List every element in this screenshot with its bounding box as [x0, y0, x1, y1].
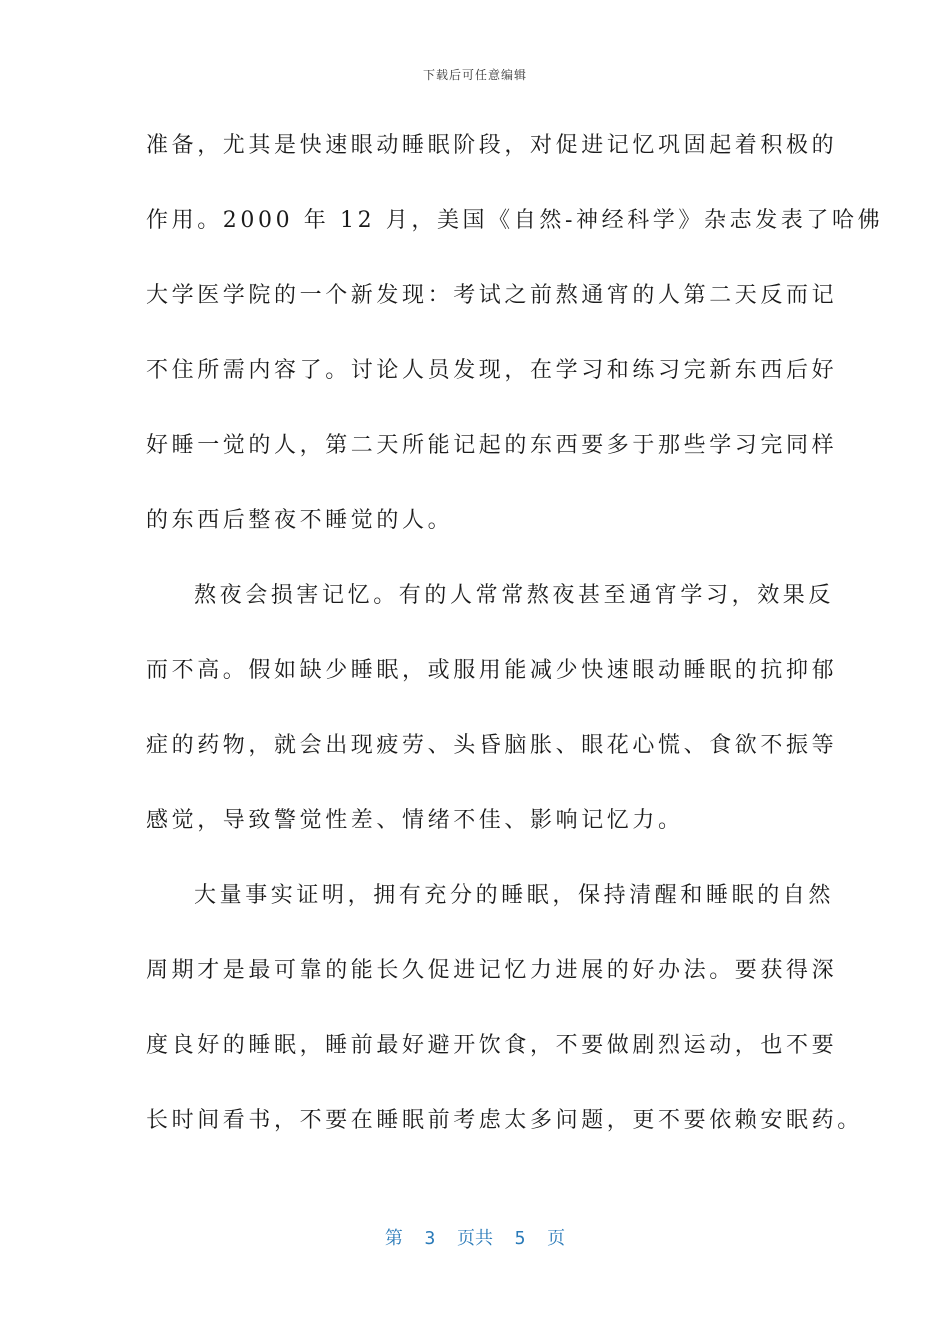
- text-line: 准备，尤其是快速眼动睡眠阶段，对促进记忆巩固起着积极的: [146, 133, 838, 158]
- text-line: 长时间看书，不要在睡眠前考虑太多问题，更不要依赖安眠药。: [146, 1108, 863, 1133]
- text-line: 而不高。假如缺少睡眠，或服用能减少快速眼动睡眠的抗抑郁: [146, 658, 838, 683]
- text-line: 感觉，导致警觉性差、情绪不佳、影响记忆力。: [146, 808, 684, 833]
- document-body: [146, 121, 884, 1171]
- paragraph-first-line: 大量事实证明，拥有充分的睡眠，保持清醒和睡眠的自然: [194, 883, 835, 908]
- text-line: 度良好的睡眠，睡前最好避开饮食，不要做剧烈运动，也不要: [146, 1033, 838, 1058]
- text-line: 作用。2000 年 12 月，美国《自然-神经科学》杂志发表了哈佛: [146, 208, 884, 233]
- text-line: 大学医学院的一个新发现：考试之前熬通宵的人第二天反而记: [146, 283, 838, 308]
- text-line: 周期才是最可靠的能长久促进记忆力进展的好办法。要获得深: [146, 958, 838, 983]
- text-line: 好睡一觉的人，第二天所能记起的东西要多于那些学习完同样: [146, 433, 838, 458]
- text-line: 症的药物，就会出现疲劳、头昏脑胀、眼花心慌、食欲不振等: [146, 733, 838, 758]
- page-number-footer: 第 3 页共 5 页: [384, 1228, 566, 1249]
- header-note: 下载后可任意编辑: [422, 68, 527, 82]
- text-line: 的东西后整夜不睡觉的人。: [146, 508, 454, 533]
- text-line: 不住所需内容了。讨论人员发现，在学习和练习完新东西后好: [146, 358, 838, 383]
- paragraph-first-line: 熬夜会损害记忆。有的人常常熬夜甚至通宵学习，效果反: [194, 583, 835, 608]
